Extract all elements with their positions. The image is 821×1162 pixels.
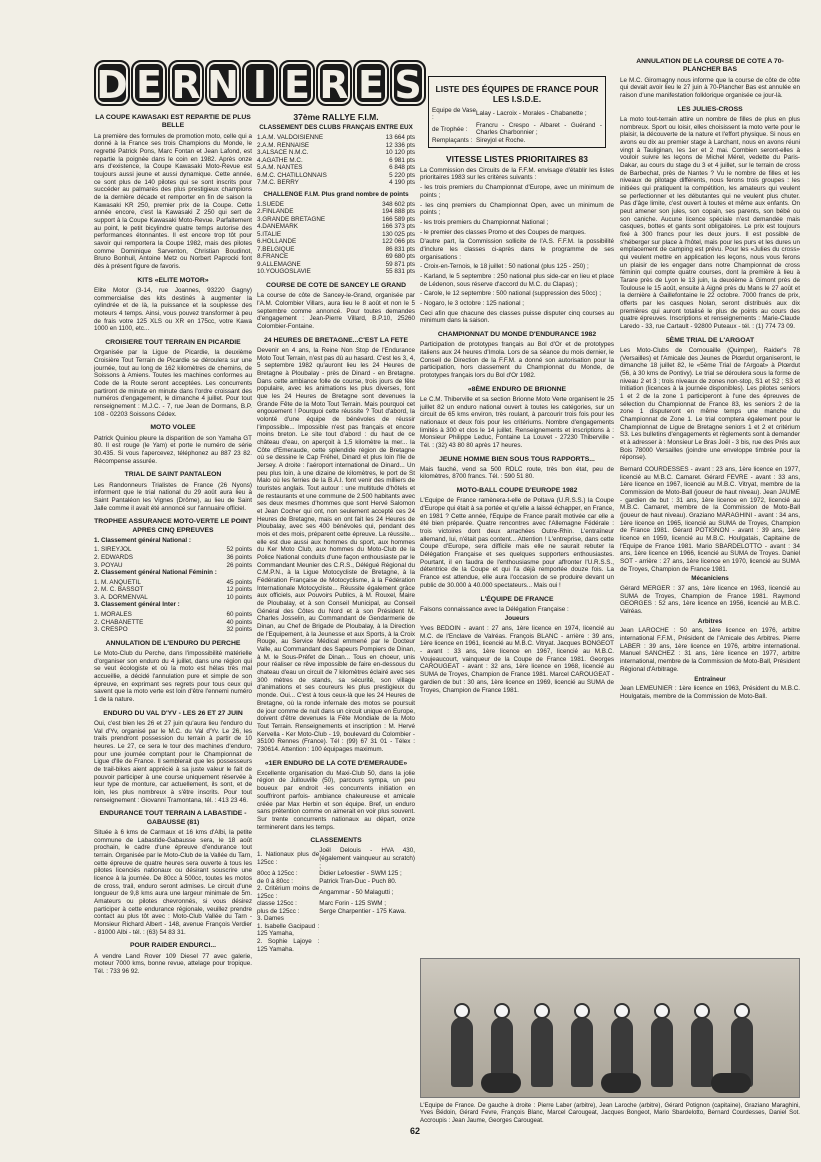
article-title: LA COUPE KAWASAKI EST REPARTIE DE PLUS BELLE: [95, 114, 251, 130]
banner-letter: E: [353, 60, 389, 106]
table-row: [257, 900, 415, 908]
motorcycle: [711, 1073, 751, 1093]
article-title: TRIAL DE SAINT PANTALEON: [124, 471, 222, 479]
row-value: 86 831 pts: [385, 245, 415, 253]
row-value: 6 981 pts: [389, 156, 415, 164]
row-value: 10 120 pts: [385, 149, 415, 157]
article-title: 37ème RALLYE F.I.M.: [293, 112, 379, 122]
article-title: CROISIERE TOUT TERRAIN EN PICARDIE: [105, 338, 241, 346]
row-value: [319, 923, 415, 938]
column-1: [94, 108, 252, 1138]
row-label: 1. MORALES: [94, 611, 132, 619]
article-title: «8ÈME ENDURO DE BRIONNE: [467, 385, 567, 393]
table-row: [257, 238, 415, 246]
article-text: Mais fauché, vend sa 500 RDLC route, très bon état, peu de kilomètres, 8700 francs. Tél. : 590 51 80.: [420, 465, 614, 481]
banner-letter: R: [316, 60, 352, 106]
dernieres-banner: [94, 58, 422, 108]
table-row: [257, 246, 415, 254]
row-value: 69 680 pts: [385, 253, 415, 261]
article-text: Oui, c'est bien les 26 et 27 juin qu'aura lieu l'enduro du Val d'Yv, organisé par le M.C. du Val d'Yv. Le 26, les trails prendront possession du terrain à partir de 10 heures. Le 27, ce sera le tour des machines d'enduro, pour une journée comptant pour le Championnat de Ligue d'Ile de France. Il semblerait que les possesseurs de trail-bikes aient apprécié à sa juste valeur le fait de pouvoir participer à une course uniquement réservée à leur type de monture, car actuellement, ils sont, et de loin, les plus nombreux à s'être inscrits. Pour tout renseignement : Giovanni Tramontana, tél. : 413 23 46.: [94, 720, 252, 804]
banner-letter: N: [205, 60, 241, 106]
row-label: 9.ALLEMAGNE: [257, 260, 301, 268]
table-row: [257, 164, 415, 172]
article-title: ANNULATION DE LA COURSE DE COTE A 70-PLANCHER BAS: [636, 58, 784, 74]
table-row: [94, 594, 252, 602]
article-text: Participation de prototypes français au Bol d'Or et de prototypes italiens aux 24 heures d'Imola. Lors de sa séance du mois dernier, le Conseil de Direction de la F.F.M. a donné son autorisation pour la participation, hors classement du Championnat du Monde, de prototypes français lors du Bol d'Or 1982.: [420, 341, 614, 379]
row-value: Sireyjol et Roche.: [476, 136, 526, 144]
ranking-subtitle: 1. Classement général National :: [94, 536, 191, 544]
ranking-subtitle: 3. Classement général Inter :: [94, 601, 180, 609]
article-title: 24 HEURES DE BRETAGNE...C'EST LA FETE: [264, 336, 408, 344]
row-label: classe 125cc :: [257, 900, 297, 908]
article-title: L'ÉQUIPE DE FRANCE: [480, 595, 554, 603]
row-value: 26 points: [226, 561, 252, 569]
player-helmet: [734, 1003, 750, 1019]
row-label: Equipe de Vase :: [432, 106, 476, 122]
table-row: [257, 142, 415, 150]
table-row: [257, 908, 415, 916]
row-label: 3. Dames: [257, 915, 284, 923]
row-value: Angammar - 50 Malagutti ;: [319, 888, 394, 896]
player-helmet: [494, 1003, 510, 1019]
article-text: La course de côte de Sancey-le-Grand, organisée par l'A.M. Colombier Villars, aura lieu le 8 août et non le 5 septembre comme annoncé. Pour toutes demandes d'engagement : Jean-Pierre Villard, B.P.10, 25260 Colombier-Fontaine.: [257, 292, 415, 330]
list-item: - Croix-en-Ternois, le 18 juillet : 50 national (plus 125 - 250) ;: [420, 263, 589, 271]
photo-caption: L'Equipe de France. De gauche à droite : Pierre Laber (arbitre), Jean Laroche (arbitre), Gérard Potignon (capitaine), Graziano Maraghini, Yves Bédoin, Gérard Fevre, François Blanc, Marcel Carougeat, Jacques Bongeot, Mario Sbardelotto, Bernard Courdesses, Daniel Sot. Accroupis : Jean Jaume, Georges Carougeat.: [420, 1102, 800, 1124]
ranking-table: [94, 546, 252, 569]
table-row: [94, 626, 252, 634]
list-item: - Karland, le 5 septembre : 250 national plus side-car en lieu et place de Lédenon, sous réserve d'accord du M.C. du Clapas) ;: [420, 272, 614, 288]
player-helmet: [694, 1003, 710, 1019]
article-title: KITS «ELITE MOTOR»: [137, 276, 209, 284]
table-row: [257, 870, 415, 878]
results-table: [257, 847, 415, 953]
row-label: 3. A. DORMENVAL: [94, 593, 148, 601]
article-title: CLASSEMENTS: [310, 837, 362, 845]
article-title: COURSE DE COTE DE SANCEY LE GRAND: [266, 282, 406, 289]
article-text: Jean LAROCHE : 50 ans, 1ère licence en 1976, arbitre international F.F.M., Président de l'Amicale des Arbitres. Pierre LABER : 39 ans, 1ère licence en 1976, arbitre international. Manuel SANCHEZ : 31 ans, 1ère licence en 1977, arbitre international, membre de la Commission de Moto-Ball, Président Régional d'Arbitrage.: [620, 627, 800, 673]
banner-letter: E: [131, 60, 167, 106]
ranking-subtitle: CHALLENGE F.I.M. Plus grand nombre de points: [263, 190, 409, 198]
row-value: Didier Lefoestier - SWM 125 ;: [319, 870, 402, 878]
list-item: - Carole, le 12 septembre : 500 national (suppression des 50cc) ;: [420, 290, 601, 298]
article-title: 5ÈME TRIAL DE L'ARGOAT: [665, 336, 755, 344]
list-item: - les cinq premiers du Championnat Open, avec un minimum de points ;: [420, 201, 614, 217]
player-helmet: [454, 1003, 470, 1019]
table-row: [432, 137, 602, 145]
section-subtitle: Arbitres: [697, 617, 723, 625]
criteria-list: [420, 184, 614, 236]
table-row: [94, 619, 252, 627]
article-text: Ceci afin que chacune des classes puisse disputer cinq courses au minimum dans la saison.: [420, 309, 614, 325]
table-row: [257, 923, 415, 938]
article-text: Organisée par la Ligue de Picardie, la deuxième Croisière Tout Terrain de Picardie se déroulera sur une journée, tout au long de 162 kilomètres de chemins, de Soissons à Amiens. Toutes les machines conformes au Code de la Route seront acceptées. Les concurrents partiront de minute en minute dans l'ordre croissant des numéros d'engagement, le dimanche 4 juillet. Pour tout renseignement : M.J.C. - 7, rue Jean de Dormans, B.P. 108 - 02203 Soissons Cédex.: [94, 349, 252, 418]
article-title: ENDURO DU VAL D'YV - LES 26 ET 27 JUIN: [103, 709, 243, 717]
banner-letter: D: [94, 60, 130, 106]
row-label: 4.AGATHE M.C.: [257, 156, 303, 164]
row-label: 10.YOUGOSLAVIE: [257, 268, 311, 276]
row-label: 3.ALSACE N.M.C.: [257, 149, 309, 157]
ranking-table: [257, 201, 415, 276]
table-row: [94, 586, 252, 594]
row-label: 2. M. C. BASSOT: [94, 586, 144, 594]
row-value: Marc Forin - 125 SWM ;: [319, 900, 387, 908]
row-value: 12 336 pts: [385, 141, 415, 149]
table-row: [94, 562, 252, 570]
player-figure: [451, 1017, 473, 1087]
article-text: Jean LEMEUNIER : 1ère licence en 1963, Président du M.B.C. Houlgatais, membre de la Commission de Moto-Ball.: [620, 685, 800, 700]
list-item: - les trois premiers du Championnat d'Europe, avec un minimum de points ;: [420, 184, 614, 199]
player-helmet: [614, 1003, 630, 1019]
row-value: 5 220 pts: [389, 171, 415, 179]
table-row: [257, 172, 415, 180]
row-value: 36 points: [226, 554, 252, 562]
article-text: Les Randonneurs Trialistes de France (26 Nyons) informent que le trial national du 29 août aura lieu à Saint Pantaléon les Vignes (Drôme), au lieu de Saint Jalle comme il avait été annoncé sur l'annuaire officiel.: [94, 481, 252, 512]
table-row: [94, 546, 252, 554]
list-item: - les trois premiers du Championnat National ;: [420, 218, 549, 226]
ranking-table: [94, 579, 252, 602]
row-value: 55 831 pts: [385, 268, 415, 276]
article-text: Excellente organisation du Maxi-Club 50, dans la jolie région de Jullouville (50), parcours sympa, un peu boueux par endroit -les concurrents initiation en souffriront parfois- ambiance chaleureuse et amicale créée par Max Herbin et son équipe. Bref, un enduro sans prétention comme on aimerait en voir plus souvent. Sur trente concurrents nationaux au départ, onze terminerent dans les temps.: [257, 769, 415, 831]
table-row: [257, 847, 415, 870]
row-label: 2.A.M. RENNAISE: [257, 141, 310, 149]
article-title: JEUNE HOMME BIEN SOUS TOUS RAPPORTS...: [439, 455, 595, 463]
row-value: Patrick Tran-Duc - Puch 80.: [319, 877, 397, 885]
table-row: [257, 157, 415, 165]
table-row: [257, 201, 415, 209]
row-label: 4.DANEMARK: [257, 223, 298, 231]
section-subtitle: Entraîneur: [694, 675, 726, 683]
ranking-subtitle: CLASSEMENT DES CLUBS FRANÇAIS ENTRE EUX: [259, 124, 413, 132]
circuit-list: [420, 263, 614, 307]
article-title: VITESSE LISTES PRIORITAIRES 83: [445, 154, 588, 165]
row-value: 348 602 pts: [382, 200, 415, 208]
table-row: [257, 885, 415, 900]
row-label: 2. Sophie Lajoye : 125 Yamaha.: [257, 938, 320, 953]
article-title: POUR RAIDER ENDURCI...: [129, 942, 217, 950]
row-value: Joël Delouis - HVA 430, (également vainqueur au scratch) ;: [319, 847, 415, 870]
table-row: [257, 938, 415, 953]
table-row: [257, 149, 415, 157]
row-label: de Trophée :: [432, 125, 468, 133]
article-title: TROPHEE ASSURANCE MOTO-VERTE LE POINT APRES CINQ EPREUVES: [94, 518, 252, 534]
article-text: La Commission des Circuits de la F.F.M. envisage d'établir les listes prioritaires 1983 sur les critères suivants :: [420, 166, 614, 182]
player-figure: [531, 1017, 553, 1087]
player-figure: [571, 1017, 593, 1087]
row-value: 13 664 pts: [385, 134, 415, 142]
article-text: La première des formules de promotion moto, celle qui a donné à la France ses trois Champions du Monde, le regretté Patrick Pons, Marc Fontan et Jean Lafond, est repartie la poignée dans le coin en 1982. Après onze ans d'existence, la Coupe Kawasaki Moto-Revue est toujours aussi jeune et aussi dynamique. Cette année, ce sont plus de 140 pilotes qui se sont inscrits pour succéder au palmarès des plus prestigieux champions de la dernière décade et remporter en fin de saison la Kawasaki KR 250, premier prix de la Coupe. Cette année encore, c'est la Kawasaki Z 250 qui sert de support à la Coupe Kawasaki Moto-Revue. Parfaitement au point, le petit bicylindre quatre temps autorise des performances étonnantes. Il est encore trop tôt pour savoir qui remportera la Coupe 1982, mais des pilotes comme Dominique Sarventon, Christian Boudinot, Bruno Bonhuil, Antoine Metz ou Norbert Paprocki font dès à présent figure de favoris.: [94, 132, 252, 270]
banner-letter: R: [168, 60, 204, 106]
row-value: 166 373 pts: [382, 223, 415, 231]
article-title: ANNULATION DE L'ENDURO DU PERCHE: [105, 639, 241, 647]
column-2: [257, 108, 415, 1138]
article-text: L'Equipe de France ramènera-t-elle de Poltava (U.R.S.S.) la Coupe d'Europe qui était à sa portée et qu'elle a laissé échapper, en France, en 1981 ? Cette année, l'Equipe de France paraît motivée car elle a été bien préparée. Quatre rencontres avec l'Allemagne Fédérale : trois victoires dont deux arrachées Outre-Rhin. L'entraîneur allemand, lui, n'était pas content... Attention ! L'entreprise, dans cette Coupe d'Europe, sera difficile mais elle ne saurait rebuter la Délégation Française et ses quelques supporters enthousiastes. Pourtant, il en faudra de l'enthousiasme pour affronter l'U.R.S.S., détentrice de la Coupe et qui l'a déjà remportée douze fois. La France est attendue, elle aura l'occasion de se produire devant un public de 30.000 à 40.000 spectateurs... Mais oui !: [420, 497, 614, 589]
player-helmet: [574, 1003, 590, 1019]
table-row: [257, 208, 415, 216]
article-title: CHAMPIONNAT DU MONDE D'ENDURANCE 1982: [437, 330, 597, 338]
motorcycle: [481, 1073, 521, 1093]
table-row: [94, 579, 252, 587]
banner-letter: S: [390, 60, 426, 106]
article-text: A vendre Land Rover 109 Diesel 77 avec galerie, moteur 7000 kms, bonne revue, attelage pour tropique. Tél. : 733 96 92.: [94, 952, 252, 975]
article-text: Le M.C. Giromagny nous informe que la course de côte de côte qui devait avoir lieu le 27 juin à 70-Plancher Bas est annulée en raison d'une manifestation folklorique organisée ce jour-là.: [620, 76, 800, 99]
player-helmet: [654, 1003, 670, 1019]
section-subtitle: Mécaniciens: [691, 575, 729, 583]
article-text: Yves BEDOIN - avant : 27 ans, 1ère licence en 1974, licencié au M.C. de l'Enclave de Valréas. François BLANC - arrière : 39 ans, 1ère licence en 1961, licencié au M.B.C. Vitryat. Jacques BONGEOT - avant : 33 ans, 1ère licence en 1967, licencié au M.B.C. Voujeaucourt, vainqueur de la Coupe de France 1981. Georges CAROUGEAT - avant : 32 ans, 1ère licence en 1968, licencié au SUMA de Troyes, Champion de France 1981. Marcel CAROUGEAT - gardien de but : 30 ans, 1ère licence en 1969, licencié au SUMA de Troyes, Champion de France 1981.: [420, 625, 614, 694]
table-row: [257, 179, 415, 187]
player-helmet: [534, 1003, 550, 1019]
table-row: [257, 134, 415, 142]
team-list-box: [428, 76, 606, 148]
page-number: 62: [410, 1126, 421, 1136]
table-row: [257, 915, 415, 923]
table-row: [257, 253, 415, 261]
row-value: 60 points: [226, 611, 252, 619]
row-label: 2. EDWARDS: [94, 554, 133, 562]
row-value: 59 871 pts: [385, 260, 415, 268]
article-text: Devenir en 4 ans, la Reine Non Stop de l'Endurance Moto Tout Terrain, n'est pas dû au hasard. C'est les 3, 4, 5 septembre 1982 qu'auront lieu les 24 Heures de Bretagne à Ploubalay - près de Dinard - en Bretagne. Dans cette ambiance folle de course, trois jours de fête populaire, avec les animations les plus diverses, font que les 24 Heures de Bretagne sont devenues la Grande Fête de la Moto Tout Terrain. Mais pourquoi cet engouement ! Pourquoi cette réussite ? Tout d'abord, la volonté d'une équipe de bénévoles de réussir l'impossible... Impossible n'est pas français et encore moins breton. Le site tout d'abord : du haut de ce château d'eau, on aperçoit à 1,5 kilomètre la mer... la Côte d'Emeraude, cette splendide région de Bretagne où se dessine le Cap Fréhel, Dinard et plus loin l'Ile de Jersey. A droite : l'aéroport international de Dinard... Un peu plus loin, à une dizaine de kilomètres, le port de St Malo où les ferries de la B.A.I. font venir des milliers de touristes anglais. Tout autour : une multitude d'hôtels et de restaurants et une commune de 2.500 habitants avec ses deux mesmes d'hommes que sont Hervé Salomon et Jean Cocher qui ont, non seulement accepté ces 24 Heures de Bretagne, mais en ont fait les 24 Heures de Ploubalay, avec ses 400 bénévoles qui, pendant des mois et des mois, préparent cette épreuve. La réussite... elle est due aussi aux hommes du sport, aux hommes du Ker Moto Club, aux hommes du Moto-Club de la Police National conduits d'une façon enthousiaste par le Commandant Meunier des C.R.S., Délégué Régional du C.M.P.N., à la Ligue Motocycliste de Bretagne, à la Fédération Française de Motocyclisme, à la Fédération Internationale Motocycliste... Réussite également grâce aux officiels, aux Pouvoirs Publics, à M. Rouxel, Maire de Ploubalay, et à son Conseil Municipal, au Conseil Général des Côtes du Nord et à son Président M. Charles Josselin, au Commandant de Gendarmerie de Dinan, au Chef de Brigade de Ploubalay, à la Direction de l'Equipement, à la Jeunesse et aux Sports, à la Croix Rouge, au Service Médical emmené par le Docteur Valle, au Commandant des Sapeurs Pompiers de Dinan, à M. le Sous-Préfet de Dinan... Tous en choeur, unis pour réaliser ce rêve impossible de faire en-dessous du chateau d'eau un circuit de 7 kilomètres éclairé avec ses 300 mètres de stands, sa sécurité, son village d'animations et ses coureurs les plus prestigieux du monde. Oui... C'est à tous ceux-là que les 24 Heures de Bretagne, où la ronde infernale des motos se poursuit de jour comme de nuit dans un circuit unique en Europe, doivent d'être devenues la Fête Mondiale de la Moto Tout Terrain. Renseignements et inscription : M. Hervé Kervella - Ker Moto-Club - 19, boulevard du Colombier - 35100 Rennes (France). Tél : (99) 67 31 01 - Télex : 730614. Attention : 100 équipages maximum.: [257, 346, 415, 753]
row-value: 12 points: [226, 586, 252, 594]
row-label: 7.BELGIQUE: [257, 245, 295, 253]
player-figure: [651, 1017, 673, 1087]
row-value: 166 589 pts: [382, 215, 415, 223]
article-text: Le Moto-Club du Perche, dans l'impossibilité matérielle d'organiser son enduro du 4 juillet, dans une région qui se veut écologiste et où la moto est hélas très mal accueillie, a décidé l'annulation pure et simple de son épreuve, en exprimant ses regrets pour tous ceux qui savent que la moto verte est loin d'être l'ennemi numéro 1 de la nature.: [94, 650, 252, 704]
row-label: 8.FRANCE: [257, 253, 289, 261]
table-row: [257, 223, 415, 231]
table-row: [257, 216, 415, 224]
article-text: Bernard COURDESSES - avant : 23 ans, 1ère licence en 1977, licencié au M.B.C. Camaret. Gérard FEVRE - avant : 33 ans, 1ère licence en 1967, licencié au M.B.C. Vitryat, membre de la Commission de Moto-Ball (joueur de haut niveau). Jean JAUME - gardien de but : 31 ans, 1ère licence en 1972, licencié au M.B.C. Camaret, membre de la Commission de Moto-Ball (joueur de haut niveau). Graziano MARAGHINI - avant : 34 ans, 1ère licence en 1965, licencié au SUMA de Troyes, Champion de France 1981. Gérard POTIGNON - avant : 39 ans, 1ère licence en 1959, licencié au M.B.C. Houlgatais, Capitaine de l'Equipe de France 1981. Mario SBARDELOTTO - avant : 34 ans, 1ère licence en 1966, licencié au SUMA de Troyes. Daniel SOT - arrière : 27 ans, 1ère licence en 1970, licencié au SUMA de Troyes, Champion de France 1981.: [620, 466, 800, 573]
row-label: 2. Critérium moins de 125cc :: [257, 885, 320, 900]
row-value: 130 025 pts: [382, 230, 415, 238]
row-value: 10 points: [226, 593, 252, 601]
ranking-table: [257, 134, 415, 187]
article-text: Elite Motor (3-14, rue Joannes, 93220 Gagny) commercialise des kits destinés à augmenter la cylindrée et de là, la puissance et la souplesse des moteurs 4 temps. Ainsi, vous pouvez transformer à peu de frais votre 125 XLS ou XR en 175cc, votre Kawa 1000 en 1100, etc...: [94, 286, 252, 333]
list-item: - le premier des classes Promo et des Coupes de marques.: [420, 228, 586, 236]
row-value: 45 points: [226, 578, 252, 586]
row-label: 6.HOLLANDE: [257, 238, 297, 246]
article-title: LES JULIES-CROSS: [677, 105, 743, 113]
article-text: Les Moto-Clubs de Cornouaille (Quimper), Raider's 78 (Versailles) et l'Amicale des Jeunes de Plœrdut organiseront, le dimanche 18 juillet 82, le «5ème Trial de l'Argoat» à Plœrdut (56, à 30 kms de Pontivy). Le trial se déroulera sous la forme de niveau 2 et 3 ; trois niveaux de zones non-stop, S1 et S2 ; S3 et Initiation (licences à la journée disponibles). Les pilotes seniors 1 et 2 de la zone 1 participeront à l'une des épreuves de sélection du Championnat de France 83, les seniors 2 de la zone 1 disputeront en même temps une manche du Championnat de Zone 1. Le trial comptera également pour le Championnat de Ligue de Bretagne seniors 1 et 2 et critérium S3. Les bulletins d'engagements et règlements sont à demander et à adresser à : Monsieur Le Bras Joël - 3 bis, rue des Prés aux Bois 78000 Versailles (joindre une enveloppe timbrée pour la réponse).: [620, 346, 800, 462]
article-text: La moto tout-terrain attire un nombre de filles de plus en plus nombreux. Sport ou loisir, elles choisissent la moto verte pour le plaisir, la découverte de la nature et l'effort physique. Si nous en avons eu dix au premier stage à Larchant, nous en avons réuni vingt à Tauliginan, les 1er et 2 mai. Combien seront-elles à vouloir suivre les leçons de Michel Mérel, vedette du Paris-Dakar, au cours du stage du 3 et 4 juillet, sur le terrain de cross de Barbechat, près de Nantes ? Vu le nombre de filles et les niveaux de pilotage différents, nous ferons trois groupes : les initiées qui pratiquent la compétition, les amateurs qui veulent se perfectionner et les débutantes qui ne veulent plus chuter. Pas d'âge limite, c'est ouvert à toutes et même aux enfants. On peut amener son jules, son copain, ses parents, son bébé ou son caniche. Aucune licence spéciale n'est demandée mais casques, bottes et gants sont obligatoires. Le prix est toujours fixé à 300 francs pour les deux jours. Il est possible de s'héberger sur place à l'hôtel, mais pour les purs et les dures un emplacement de camping est prévu. Pour les «Julies du cross» qui veulent mettre en application les leçons, nous vous ferons un plaisir de les engager dans notre Championnat de cross féminin qui compte quatre courses, dont la première à lieu à Tarare près de Lyon le 13 juin, la deuxième à Gimont près de Toulouse le 15 août, ensuite à Aigné près du Mans le 27 août et la dernière à Gaillefontaine le 22 octobre. 7000 francs de prix, offerts par les casques Nolan, seront distribués aux dix premières qui auront totalisé le plus de points au cours des quatre épreuves. Inscriptions et renseignements : Marie-Claude Laredo - 33, rue Cartault - 92800 Puteaux - tél. : (1) 774 73 09.: [620, 115, 800, 330]
row-label: 2. CHABANETTE: [94, 618, 144, 626]
row-value: Lalay - Lacroix - Morales - Chabanette ;: [476, 110, 587, 118]
table-row: [257, 231, 415, 239]
row-value: Francru - Crespo - Albaret - Guérand - Charles Charbonnier ;: [476, 121, 602, 137]
row-label: 3.GRANDE BRETAGNE: [257, 215, 326, 223]
row-value: 6 848 pts: [389, 164, 415, 172]
row-value: Serge Charpentier - 175 Kawa.: [319, 907, 407, 915]
article-text: Gérard MERGER : 37 ans, 1ère licence en 1963, licencié au SUMA de Troyes, Champion de France 1981. Raymond GEORGES : 52 ans, 1ère licence en 1956, licencié au M.B.C. Valréas.: [620, 585, 800, 616]
row-label: Remplaçants :: [432, 136, 473, 144]
player-figure: [691, 1017, 713, 1087]
row-label: 1. Nationaux plus de 125cc :: [257, 851, 320, 866]
row-label: 6.M.C. CHATILLONNAIS: [257, 171, 327, 179]
list-item: - Nogaro, le 3 octobre : 125 national ;: [420, 299, 524, 307]
row-label: 1. Isabelle Gacipaud : 125 Yamaha,: [257, 922, 320, 938]
row-label: 1. SIREYJOL: [94, 546, 132, 554]
row-label: 2.FINLANDE: [257, 208, 294, 216]
banner-title: [94, 60, 426, 106]
team-table: [432, 107, 602, 145]
row-value: 4 190 pts: [389, 179, 415, 187]
row-label: 3. CRESPO: [94, 626, 128, 634]
table-row: [94, 611, 252, 619]
row-value: [319, 915, 415, 923]
banner-letter: E: [279, 60, 315, 106]
article-text: Située à 6 kms de Carmaux et 16 kms d'Albi, la petite commune de Labastide-Gabausse sera, le 18 août prochain, le cadre d'une épreuve d'endurance tout terrain. Organisée par le Moto-Club de la Vallée du Tarn, cette épreuve de quatre heures sera ouverte à tous les pilotes licenciés nationaux ou désirant souscrire une licence à la journée. De 80cc à 500cc, toutes les motos de cross, trail, enduro seront admises. Le circuit d'une longueur de 9,8 kms aura une largeur minimale de 5m. Amateurs ou pilotes chevronnés, si vous désirez participer à cette endurance régionale, veuillez prendre contact au plus tôt avec : Moto-Club Vallée du Tarn - Monsieur Richard Albert - 148, avenue François Verdier - 81000 Albi - tél. : (63) 54 83 31.: [94, 828, 252, 936]
table-row: [432, 107, 602, 122]
table-row: [257, 878, 415, 886]
article-text: Faisons connaissance avec la Délégation Française :: [420, 605, 569, 613]
row-label: 1. M. ANQUETIL: [94, 578, 141, 586]
article-title: ENDURANCE TOUT TERRAIN A LABASTIDE - GABAUSSE (81): [99, 810, 247, 826]
row-value: [319, 938, 415, 953]
article-text: D'autre part, la Commission sollicite de l'A.S. F.F.M. la possibilité d'inclure les classes ci-après dans le programme de ses organisations :: [420, 238, 614, 261]
banner-letter: I: [242, 60, 278, 106]
article-title: «1ER ENDURO DE LA COTE D'EMERAUDE»: [264, 759, 408, 767]
row-label: 5.A.M. NANTES: [257, 164, 303, 172]
row-label: de 0 à 80cc :: [257, 877, 294, 885]
row-label: plus de 125cc :: [257, 907, 300, 915]
row-label: 1.A.M. VALDOISIENNE: [257, 134, 324, 142]
team-photo: [420, 958, 800, 1098]
ranking-subtitle: 2. Classement général National Féminin :: [94, 569, 217, 577]
table-row: [257, 261, 415, 269]
article-text: Le C.M. Thiberville et sa section Brionne Moto Verte organisent le 25 juillet 82 un enduro national ouvert à toutes les catégories, sur un circuit de 65 kms environ, très roulant, à parcourir trois fois pour les nationaux et deux fois pour les critériums. Nombre d'engagements limités à 300 et clos le 14 juillet. Renseignements et inscriptions à : Monsieur Philippe Leduc, Fontaine La Louvet - 27230 Thiberville - Tél. : (32) 43 80 80 après 17 heures.: [420, 395, 614, 449]
row-value: 52 points: [226, 546, 252, 554]
row-value: 32 points: [226, 626, 252, 634]
table-row: [94, 554, 252, 562]
article-text: Patrick Quiniou pleure la disparition de son Yamaha GT 80. Il est rouge (le Yam) et porte le numéro de série 30.435. Si vous l'apercevez, téléphonez au 887 23 82. Récompense assurée.: [94, 434, 252, 465]
row-label: 1.SUEDE: [257, 200, 284, 208]
article-title: MOTO-BALL COUPE D'EUROPE 1982: [456, 487, 578, 495]
motorcycle: [601, 1073, 641, 1093]
row-label: 5.ITALIE: [257, 230, 282, 238]
ranking-table: [94, 611, 252, 634]
table-row: [432, 122, 602, 137]
section-subtitle: Joueurs: [504, 615, 530, 623]
row-value: 40 points: [226, 618, 252, 626]
row-label: 80cc à 125cc :: [257, 870, 298, 878]
article-title: MOTO VOLEE: [150, 424, 196, 432]
row-label: 7.M.C. BERRY: [257, 179, 299, 187]
row-value: 122 066 pts: [382, 238, 415, 246]
row-label: 3. POYAU: [94, 561, 123, 569]
row-value: 194 888 pts: [382, 208, 415, 216]
table-row: [257, 268, 415, 276]
article-title: LISTE DES ÉQUIPES DE FRANCE POUR LES I.S.D.E.: [435, 84, 599, 105]
